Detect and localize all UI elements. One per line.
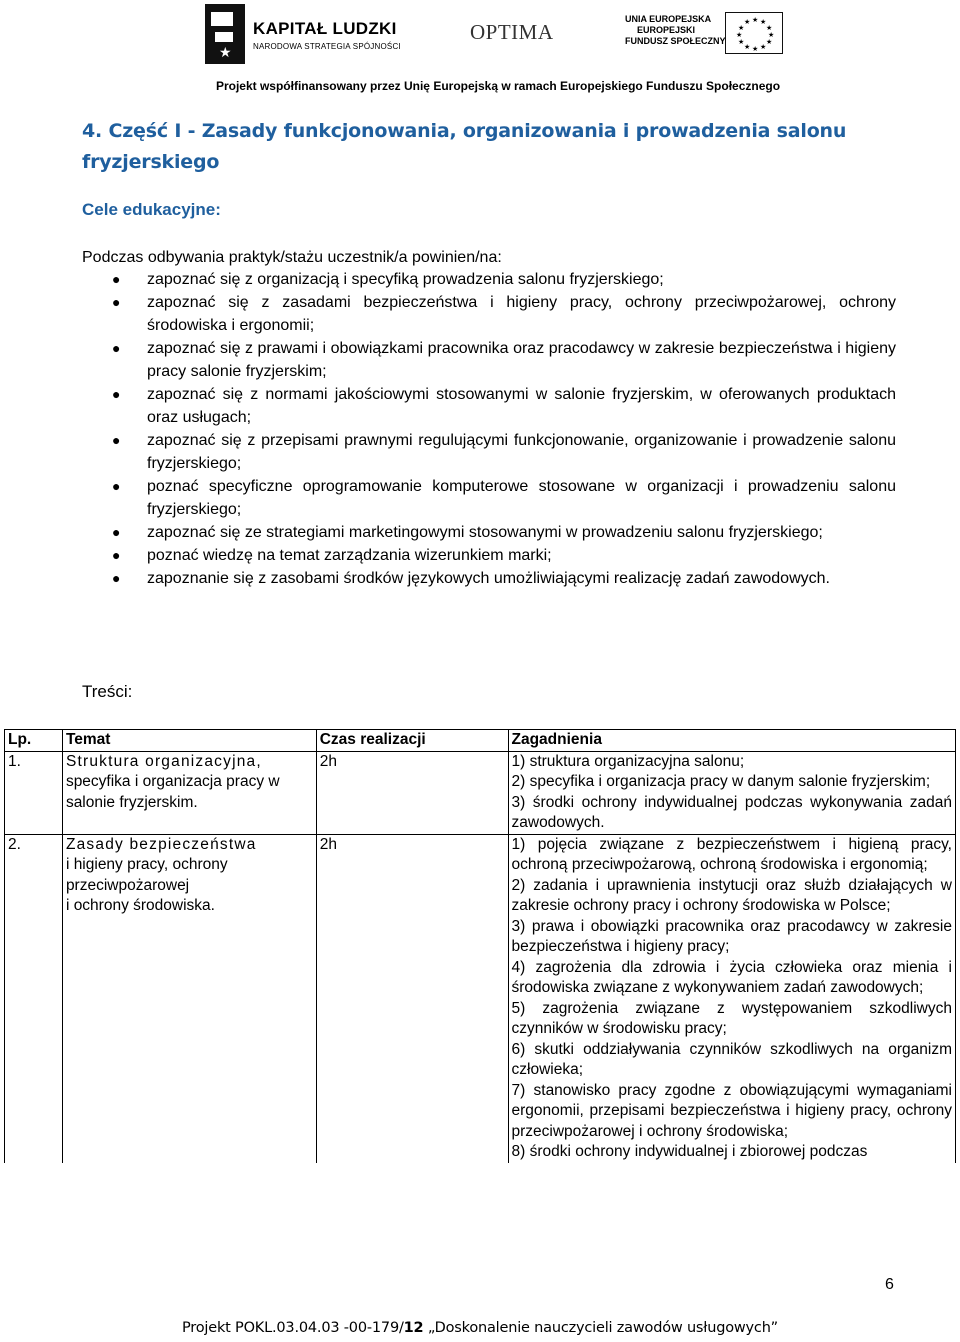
issue-item: 2) specyfika i organizacja pracy w danym salonie fryzjerskim; [511,773,931,790]
bullet-icon: ● [112,432,121,448]
list-item [110,337,896,383]
footer-prefix: Projekt POKL.03.04.03 -00-179/ [182,1320,404,1336]
goal-text: zapoznanie się z zasobami środków językowych umożliwiającymi realizację zadań zawodowych. [147,570,830,587]
cell-time: 2h [316,834,508,1163]
topic-line: Struktura organizacyjna, [65,752,262,770]
list-item [110,268,896,291]
issue-item: 5) zagrożenia związane z występowaniem szkodliwych czynników w środowisku pracy; [511,999,952,1037]
issue-item: 3) środki ochrony indywidualnej podczas wykonywania zadań zawodowych. [511,793,952,831]
cofinancing-note [0,79,960,93]
footer-suffix: „Doskonalenie nauczycieli zawodów usługowych” [423,1320,778,1336]
bullet-icon: ● [112,294,121,310]
cofinancing-note-text: Projekt współfinansowany przez Unię Europejską w ramach Europejskiego Funduszu Społecznego [215,79,781,93]
table-row [5,751,956,834]
cell-topic [62,834,316,1163]
topic-line: i higieny pracy, ochrony [65,856,228,873]
kapital-ludzki-logo [205,4,420,64]
table-row [5,834,956,1163]
goal-text: zapoznać się z organizacją i specyfiką prowadzenia salonu fryzjerskiego; [147,271,664,288]
table-header-row [5,730,956,752]
eu-line-1: UNIA EUROPEJSKA [625,14,712,24]
goal-text: zapoznać się z prawami i obowiązkami pracownika oraz pracodawcy w zakresie bezpieczeństwa i higieny pracy salonie fryzjerskim; [147,340,896,380]
eu-flag-icon: ★ ★ ★ ★ ★ ★ ★ ★ ★ ★ ★ ★ [725,12,783,54]
content-heading: Treści: [82,682,133,701]
footer-bold: 12 [403,1320,424,1336]
page-header [0,0,960,100]
topic-line: Zasady bezpieczeństwa [65,835,257,853]
bullet-icon: ● [112,386,121,402]
list-item [110,521,896,544]
bullet-icon: ● [112,524,121,540]
page-footer [0,1320,960,1336]
bullet-icon: ● [112,570,121,586]
bullet-icon: ● [112,340,121,356]
goals-intro: Podczas odbywania praktyk/stażu uczestnik/a powinien/na: [82,249,502,266]
goals-heading: Cele edukacyjne: [82,200,221,219]
eu-logo [625,12,785,56]
kapital-ludzki-emblem-icon: ★ [205,4,245,64]
list-item [110,475,896,521]
goal-text: poznać specyficzne oprogramowanie komputerowe stosowane w organizacji i prowadzeniu salonu fryzjerskiego; [147,478,896,518]
header-topic: Temat [62,730,316,752]
goal-text: poznać wiedzę na temat zarządzania wizerunkiem marki; [147,547,552,564]
issue-item: 3) prawa i obowiązki pracownika oraz pracodawcy w zakresie bezpieczeństwa i higieny pracy; [511,917,952,955]
goal-text: zapoznać się z normami jakościowymi stosowanymi w salonie fryzjerskim, w oferowanych produktach oraz usługach; [147,386,896,426]
list-item [110,567,896,590]
cell-lp: 2. [5,834,63,1163]
kapital-ludzki-title: KAPITAŁ LUDZKI [253,19,397,38]
bullet-icon: ● [112,547,121,563]
optima-logo: OPTIMA [470,20,554,44]
list-item [110,383,896,429]
goals-list [110,268,896,590]
cell-topic [62,751,316,834]
list-item [110,544,896,567]
goal-text: zapoznać się z zasadami bezpieczeństwa i higieny pracy, ochrony przeciwpożarowej, ochrony środowiska i ergonomii; [147,294,896,334]
issue-item: 2) zadania i uprawnienia instytucji oraz służb działających w zakresie ochrony pracy i ochrony środowiska w Polsce; [511,876,952,914]
page-number: 6 [885,1276,894,1293]
bullet-icon: ● [112,271,121,287]
header-issues: Zagadnienia [508,730,956,752]
bullet-icon: ● [112,478,121,494]
goal-text: zapoznać się z przepisami prawnymi regulującymi funkcjonowanie, organizowanie i prowadzenie salonu fryzjerskiego; [147,432,896,472]
eu-line-3: FUNDUSZ SPOŁECZNY [625,36,726,46]
eu-logo-text [625,14,726,47]
issue-item: 4) zagrożenia dla zdrowia i życia człowieka oraz mienia i środowiska związane z wykonywaniem zadań zawodowych; [511,958,952,996]
content-table [4,729,956,1163]
list-item [110,429,896,475]
cell-time: 2h [316,751,508,834]
issue-item: 1) struktura organizacyjna salonu; [511,752,745,770]
topic-line: specyfika i organizacja pracy w salonie fryzjerskim. [65,773,280,811]
section-title: 4. Część I - Zasady funkcjonowania, organizowania i prowadzenia salonu fryzjerskiego [82,120,847,173]
issue-item: 1) pojęcia związane z bezpieczeństwem i higieną pracy, ochroną przeciwpożarową, ochroną środowiska i ergonomią; [511,835,952,873]
cell-issues [508,751,956,834]
cell-issues [508,834,956,1163]
cell-lp: 1. [5,751,63,834]
issue-item: 8) środki ochrony indywidualnej i zbiorowej podczas [511,1143,868,1160]
header-time: Czas realizacji [316,730,508,752]
goal-text: zapoznać się ze strategiami marketingowymi stosowanymi w prowadzeniu salonu fryzjerskiego; [147,524,823,541]
topic-line: i ochrony środowiska. [65,897,215,914]
issue-item: 7) stanowisko pracy zgodne z obowiązującymi wymaganiami ergonomii, przepisami bezpieczeństwa i higieny pracy, ochrony przeciwpożarowej i ochrony środowiska; [511,1081,952,1140]
list-item [110,291,896,337]
kapital-ludzki-subtitle: NARODOWA STRATEGIA SPÓJNOŚCI [253,42,401,51]
header-lp: Lp. [5,730,63,752]
eu-line-2: EUROPEJSKI [636,25,696,35]
topic-line: przeciwpożarowej [65,876,190,894]
issue-item: 6) skutki oddziaływania czynników szkodliwych na organizm człowieka; [511,1040,952,1078]
